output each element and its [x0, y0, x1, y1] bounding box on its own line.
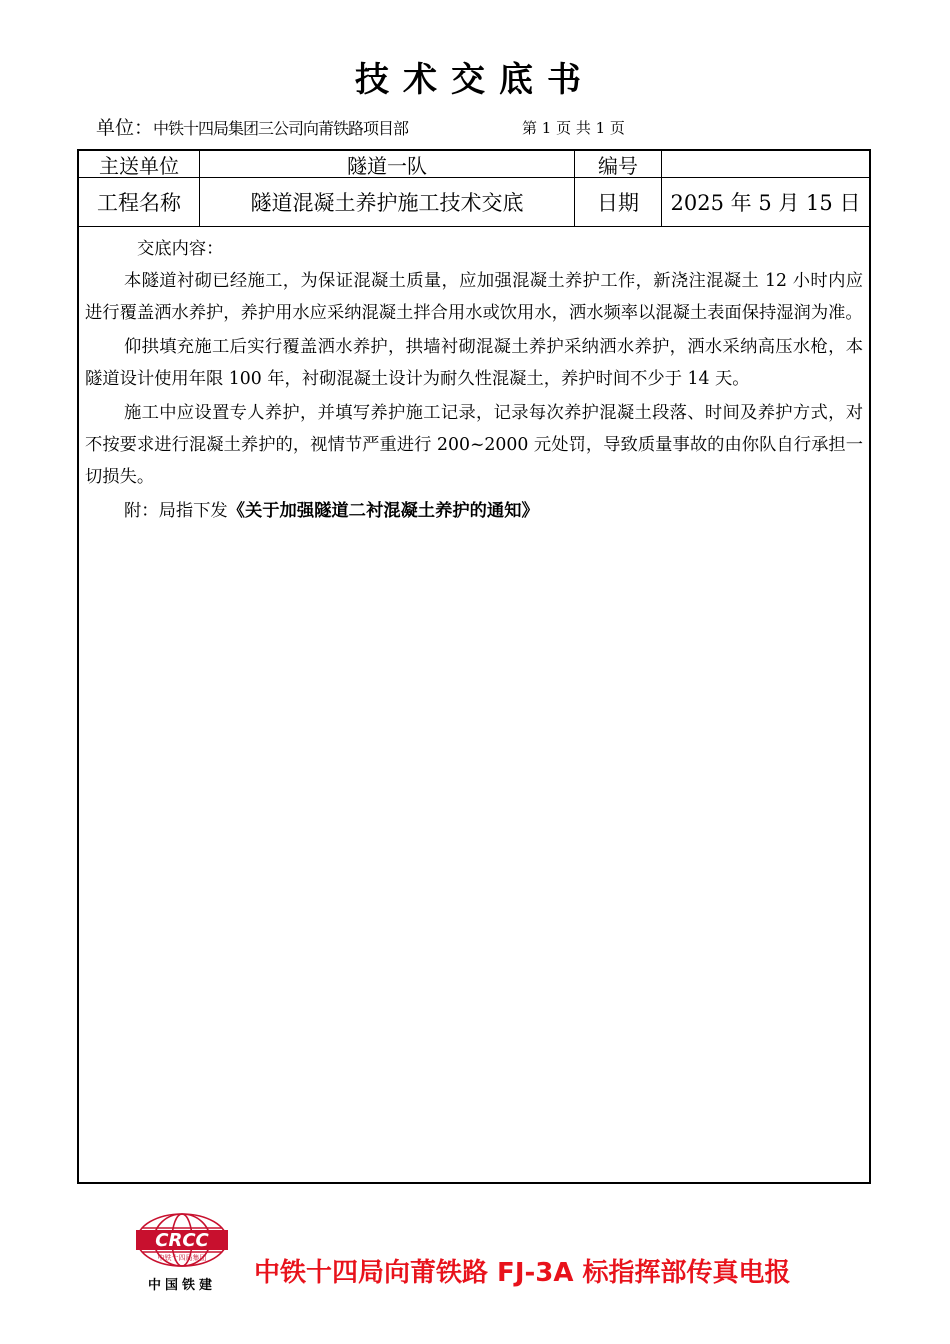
disclosure-form — [77, 149, 871, 1184]
number-label: 编号 — [575, 151, 662, 177]
unit-line — [96, 113, 408, 140]
annex-title: 《关于加强隧道二衬混凝土养护的通知》 — [227, 501, 539, 521]
form-row-send-unit — [79, 151, 869, 178]
number-value — [662, 151, 869, 177]
annex-line — [85, 495, 863, 527]
page-info: 第 1 页 共 1 页 — [522, 119, 625, 137]
send-unit-value: 隧道一队 — [200, 151, 575, 177]
date-value: 2025 年 5 月 15 日 — [670, 191, 861, 215]
fax-footer — [130, 1212, 850, 1296]
document-title: 技术交底书 — [355, 60, 595, 100]
logo-caption: 中国铁建 — [147, 1278, 216, 1293]
fax-title: 中铁十四局向莆铁路 FJ-3A 标指挥部传真电报 — [254, 1258, 791, 1288]
send-unit-label: 主送单位 — [79, 151, 200, 177]
content-lead: 交底内容： — [137, 239, 224, 259]
content-paragraph: 本隧道衬砌已经施工，为保证混凝土质量，应加强混凝土养护工作，新浇注混凝土 12 小时内应进行覆盖洒水养护，养护用水应采纳混凝土拌合用水或饮用水，洒水频率以混凝土表面保持湿润为准。 — [85, 271, 863, 323]
project-label: 工程名称 — [79, 178, 200, 226]
annex-prefix: 附：局指下发 — [124, 501, 228, 521]
form-row-project — [79, 178, 869, 227]
unit-name: 中铁十四局集团三公司向莆铁路项目部 — [153, 119, 409, 138]
logo-ribbon: 中铁十四局集团 — [157, 1254, 207, 1262]
content-paragraph: 施工中应设置专人养护，并填写养护施工记录，记录每次养护混凝土段落、时间及养护方式，对不按要求进行混凝土养护的，视情节严重进行 200~2000 元处罚，导致质量事故的由你队自行承担一切损失。 — [85, 403, 863, 487]
disclosure-content — [85, 233, 863, 529]
date-label: 日期 — [575, 178, 662, 226]
content-paragraph: 仰拱填充施工后实行覆盖洒水养护，拱墙衬砌混凝土养护采纳洒水养护，洒水采纳高压水枪，本隧道设计使用年限 100 年，衬砌混凝土设计为耐久性混凝土，养护时间不少于 14 天。 — [85, 337, 863, 389]
unit-label: 单位： — [96, 117, 154, 139]
project-value: 隧道混凝土养护施工技术交底 — [200, 178, 575, 226]
logo-letters: CRCC — [155, 1230, 209, 1251]
